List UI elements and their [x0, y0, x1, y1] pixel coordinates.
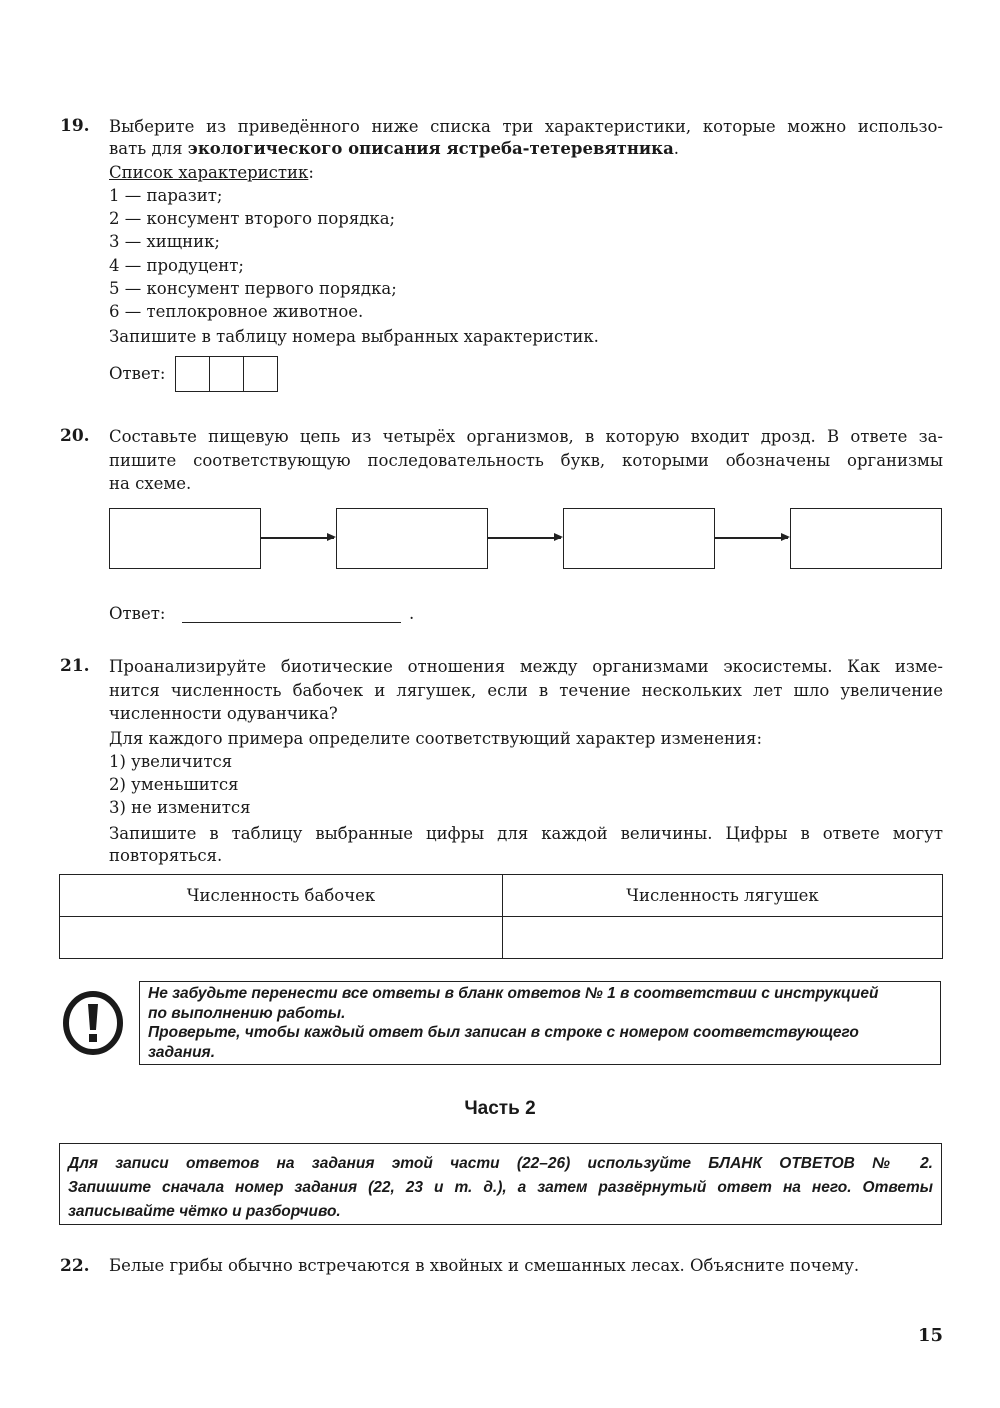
- warning-line2: по выполнению работы.: [148, 1004, 346, 1022]
- answer-cell-frogs[interactable]: [503, 917, 943, 959]
- q21-option: 2) уменьшится: [109, 775, 239, 794]
- warning-line4: задания.: [148, 1043, 215, 1061]
- q19-instruction: Запишите в таблицу номера выбранных характеристик.: [109, 327, 599, 346]
- answer-cell[interactable]: [176, 357, 209, 391]
- q20-answer-label: Ответ:: [109, 604, 166, 623]
- q21-instr-line1: Запишите в таблицу выбранные цифры для каждой величины. Цифры в ответе могут: [109, 824, 943, 843]
- q19-list-title-colon: :: [308, 163, 314, 182]
- arrow-right-icon: [488, 537, 561, 539]
- q19-list-item: 4 — продуцент;: [109, 256, 244, 275]
- answer-cell-butterflies[interactable]: [60, 917, 503, 959]
- part2-info-line3: записывайте чётко и разборчиво.: [68, 1203, 341, 1220]
- question-number-22: 22.: [60, 1256, 90, 1276]
- part2-title: Часть 2: [464, 1098, 536, 1119]
- exclamation-circle-icon: [62, 990, 124, 1056]
- q21-option: 1) увеличится: [109, 752, 233, 771]
- q20-line3: на схеме.: [109, 474, 192, 493]
- question-number-20: 20.: [60, 426, 90, 446]
- food-chain-box-1[interactable]: [109, 508, 261, 569]
- q20-line1: Составьте пищевую цепь из четырёх организмов, в которую входит дрозд. В ответе за-: [109, 427, 943, 446]
- q21-instr-line2: повторяться.: [109, 846, 223, 865]
- q19-intro-bold: экологического описания ястреба-тетеревятника: [187, 139, 674, 158]
- warning-box: [139, 981, 941, 1065]
- food-chain-box-4[interactable]: [790, 508, 942, 569]
- q20-line2: пишите соответствующую последовательность букв, которыми обозначены организмы: [109, 451, 943, 470]
- q21-option: 3) не изменится: [109, 798, 251, 817]
- table-header-frogs: Численность лягушек: [503, 875, 943, 917]
- q20-answer-end: .: [409, 604, 415, 623]
- q19-intro-end: .: [673, 139, 680, 158]
- q19-list-item: 1 — паразит;: [109, 186, 223, 205]
- q19-list-title: [109, 163, 314, 182]
- q19-answer-boxes[interactable]: [175, 356, 278, 392]
- q19-intro-line2: [109, 139, 679, 158]
- question-number-19: 19.: [60, 116, 90, 136]
- table-header-butterflies: Численность бабочек: [60, 875, 503, 917]
- q19-answer-label: Ответ:: [109, 364, 166, 383]
- q19-list-item: 2 — консумент второго порядка;: [109, 209, 396, 228]
- page-number: 15: [918, 1325, 944, 1346]
- part2-info-box: [59, 1143, 942, 1225]
- q21-answer-table: [59, 874, 943, 959]
- part2-info-line1: Для записи ответов на задания этой части (22–26) используйте БЛАНК ОТВЕТОВ № 2.: [68, 1155, 933, 1172]
- warning-line3: Проверьте, чтобы каждый ответ был записан в строке с номером соответствующего: [148, 1024, 859, 1041]
- q19-intro-plain: вать для: [109, 139, 188, 158]
- q21-line1: Проанализируйте биотические отношения между организмами экосистемы. Как изме-: [109, 657, 943, 676]
- question-number-21: 21.: [60, 656, 90, 676]
- answer-cell[interactable]: [209, 357, 243, 391]
- part2-info-line2: Запишите сначала номер задания (22, 23 и т. д.), а затем развёрнутый ответ на него. Ответы: [68, 1179, 933, 1196]
- q22-text: Белые грибы обычно встречаются в хвойных и смешанных лесах. Объясните почему.: [109, 1256, 860, 1275]
- q21-line2: нится численность бабочек и лягушек, если в течение нескольких лет шло увеличение: [109, 681, 943, 700]
- arrow-right-icon: [261, 537, 334, 539]
- warning-line1: Не забудьте перенести все ответы в бланк ответов № 1 в соответствии с инструкцией: [148, 985, 879, 1002]
- q19-list-title-text: Список характеристик: [109, 163, 309, 182]
- q19-list-item: 3 — хищник;: [109, 232, 220, 251]
- food-chain-box-3[interactable]: [563, 508, 715, 569]
- q20-answer-line[interactable]: [182, 622, 401, 623]
- answer-cell[interactable]: [243, 357, 277, 391]
- q21-line3: численности одуванчика?: [109, 704, 338, 723]
- q21-prompt: Для каждого примера определите соответствующий характер изменения:: [109, 729, 762, 748]
- q19-list-item: 6 — теплокровное животное.: [109, 302, 364, 321]
- q19-list-item: 5 — консумент первого порядка;: [109, 279, 397, 298]
- arrow-right-icon: [715, 537, 788, 539]
- q19-intro-line1: Выберите из приведённого ниже списка три характеристики, которые можно использо-: [109, 117, 943, 136]
- food-chain-box-2[interactable]: [336, 508, 488, 569]
